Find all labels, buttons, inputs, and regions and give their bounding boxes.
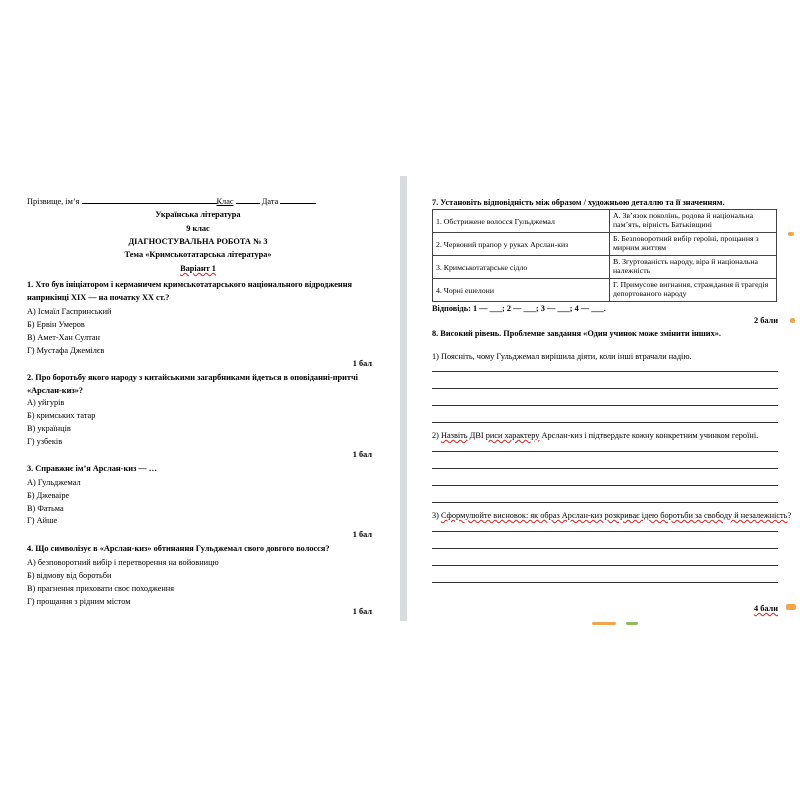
- question-1-text: 1. Хто був ініціатором і керманичем кримськотатарського національного відродження: [27, 280, 352, 289]
- question-7-score: 2 бали: [753, 316, 778, 325]
- question-2-score: 1 бал: [352, 450, 372, 459]
- work-title: ДІАГНОСТУВАЛЬНА РОБОТА № 3: [128, 237, 268, 246]
- table-cell-right: А. Зв’язок поколінь, родова й національна пам’ять, вірність Батьківщині: [610, 210, 777, 233]
- question-3-option: А) Гульджемал: [27, 478, 81, 487]
- question-1-option: А) Ісмаїл Гаспринський: [27, 307, 112, 316]
- subject-title: Українська література: [155, 210, 241, 219]
- answer-label: Відповідь:: [432, 304, 471, 313]
- answer-line[interactable]: [432, 405, 778, 406]
- matching-table: [432, 209, 777, 302]
- question-4-option: А) безповоротний вибір і перетворення на войовницю: [27, 558, 219, 567]
- table-cell-left: 1. Обстрижене волосся Гульджемал: [433, 210, 610, 233]
- decor-shape: [592, 622, 616, 625]
- question-4-score: 1 бал: [352, 607, 372, 616]
- grade-title: 9 клас: [186, 224, 210, 233]
- question-4-option: Б) відмову від боротьби: [27, 571, 112, 580]
- question-4-option: Г) прощання з рідним містом: [27, 597, 131, 606]
- answer-line[interactable]: [432, 468, 778, 469]
- decor-shape: [786, 604, 796, 610]
- decor-shape: [626, 622, 638, 625]
- answer-blanks: 1 — ___; 2 — ___; 3 — ___; 4 — ___.: [472, 304, 606, 313]
- date-label: Дата: [261, 197, 279, 206]
- question-1-score: 1 бал: [352, 359, 372, 368]
- answer-line[interactable]: [432, 565, 778, 566]
- table-row: [433, 210, 777, 233]
- table-cell-left: 4. Чорні ешелони: [433, 279, 610, 302]
- question-1-option: Г) Мустафа Джемілєв: [27, 346, 105, 355]
- table-row: [433, 256, 777, 279]
- question-2-text-cont: «Арслан-киз»?: [27, 386, 83, 395]
- name-label: Прізвище, ім’я: [27, 197, 80, 206]
- table-cell-left: 3. Кримськотатарське сідло: [433, 256, 610, 279]
- table-cell-right: В. Згуртованість народу, віра й національна належність: [610, 256, 777, 279]
- question-2-option: Г) узбеків: [27, 437, 63, 446]
- decor-shape: [790, 318, 795, 323]
- question-4-option: В) прагнення приховати своє походження: [27, 584, 175, 593]
- question-3-option: В) Фатьма: [27, 504, 64, 513]
- table-cell-right: Г. Примусове вигнання, страждання й трагедія депортованого народу: [610, 279, 777, 302]
- question-3-score: 1 бал: [352, 530, 372, 539]
- table-row: [433, 279, 777, 302]
- question-3-option: Г) Айше: [27, 516, 58, 525]
- question-1-option: В) Амет-Хан Султан: [27, 333, 100, 342]
- question-7-answer[interactable]: [432, 304, 606, 314]
- table-row: [433, 233, 777, 256]
- answer-line[interactable]: [432, 388, 778, 389]
- question-2-option: А) уйгурів: [27, 398, 65, 407]
- question-1-option: Б) Ервін Умеров: [27, 320, 85, 329]
- answer-line[interactable]: [432, 502, 778, 503]
- question-2-text: 2. Про боротьбу якого народу з китайськими загарбниками йдеться в оповіданні-притчі: [27, 373, 358, 382]
- decor-shape: [788, 232, 794, 236]
- answer-line[interactable]: [432, 371, 778, 372]
- question-3-option: Б) Джеваіре: [27, 491, 70, 500]
- name-line[interactable]: [27, 197, 316, 207]
- question-4-text: 4. Що символізує в «Арслан-киз» обтинання Гульджемал свого довгого волосся?: [27, 544, 330, 553]
- answer-line[interactable]: [432, 582, 778, 583]
- task-3-text: 3) Сформулюйте висновок: як образ Арслан-киз розкриває ідею боротьби за свободу й незалежність?: [432, 511, 792, 520]
- answer-line[interactable]: [432, 451, 778, 452]
- question-3-text: 3. Справжнє ім’я Арслан-киз — …: [27, 464, 158, 473]
- class-label: Клас: [216, 197, 234, 206]
- task-1-text: 1) Поясніть, чому Гульджемал вирішила діяти, коли інші втрачали надію.: [432, 352, 692, 361]
- variant-title: Варіант 1: [180, 264, 216, 273]
- table-cell-left: 2. Червоний прапор у руках Арслан-киз: [433, 233, 610, 256]
- table-cell-right: Б. Безповоротний вибір героїні, прощання з мирним життям: [610, 233, 777, 256]
- answer-line[interactable]: [432, 531, 778, 532]
- answer-line[interactable]: [432, 485, 778, 486]
- answer-line[interactable]: [432, 548, 778, 549]
- question-8-score: 4 бали: [753, 604, 778, 613]
- answer-line[interactable]: [432, 422, 778, 423]
- topic-title: Тема «Кримськотатарська література»: [124, 250, 272, 259]
- question-8-text: 8. Високий рівень. Проблемне завдання «Один учинок може змінити інших».: [432, 329, 721, 338]
- question-1-text-cont: наприкінці ХІХ — на початку ХХ ст.?: [27, 293, 170, 302]
- task-2-text: 2) Назвіть ДВІ риси характеру Арслан-киз і підтвердьте кожну конкретним учинком героїні.: [432, 431, 759, 440]
- question-2-option: В) українців: [27, 424, 71, 433]
- question-2-option: Б) кримських татар: [27, 411, 96, 420]
- question-7-text: 7. Установіть відповідність між образом / художньою деталлю та її значенням.: [432, 198, 725, 207]
